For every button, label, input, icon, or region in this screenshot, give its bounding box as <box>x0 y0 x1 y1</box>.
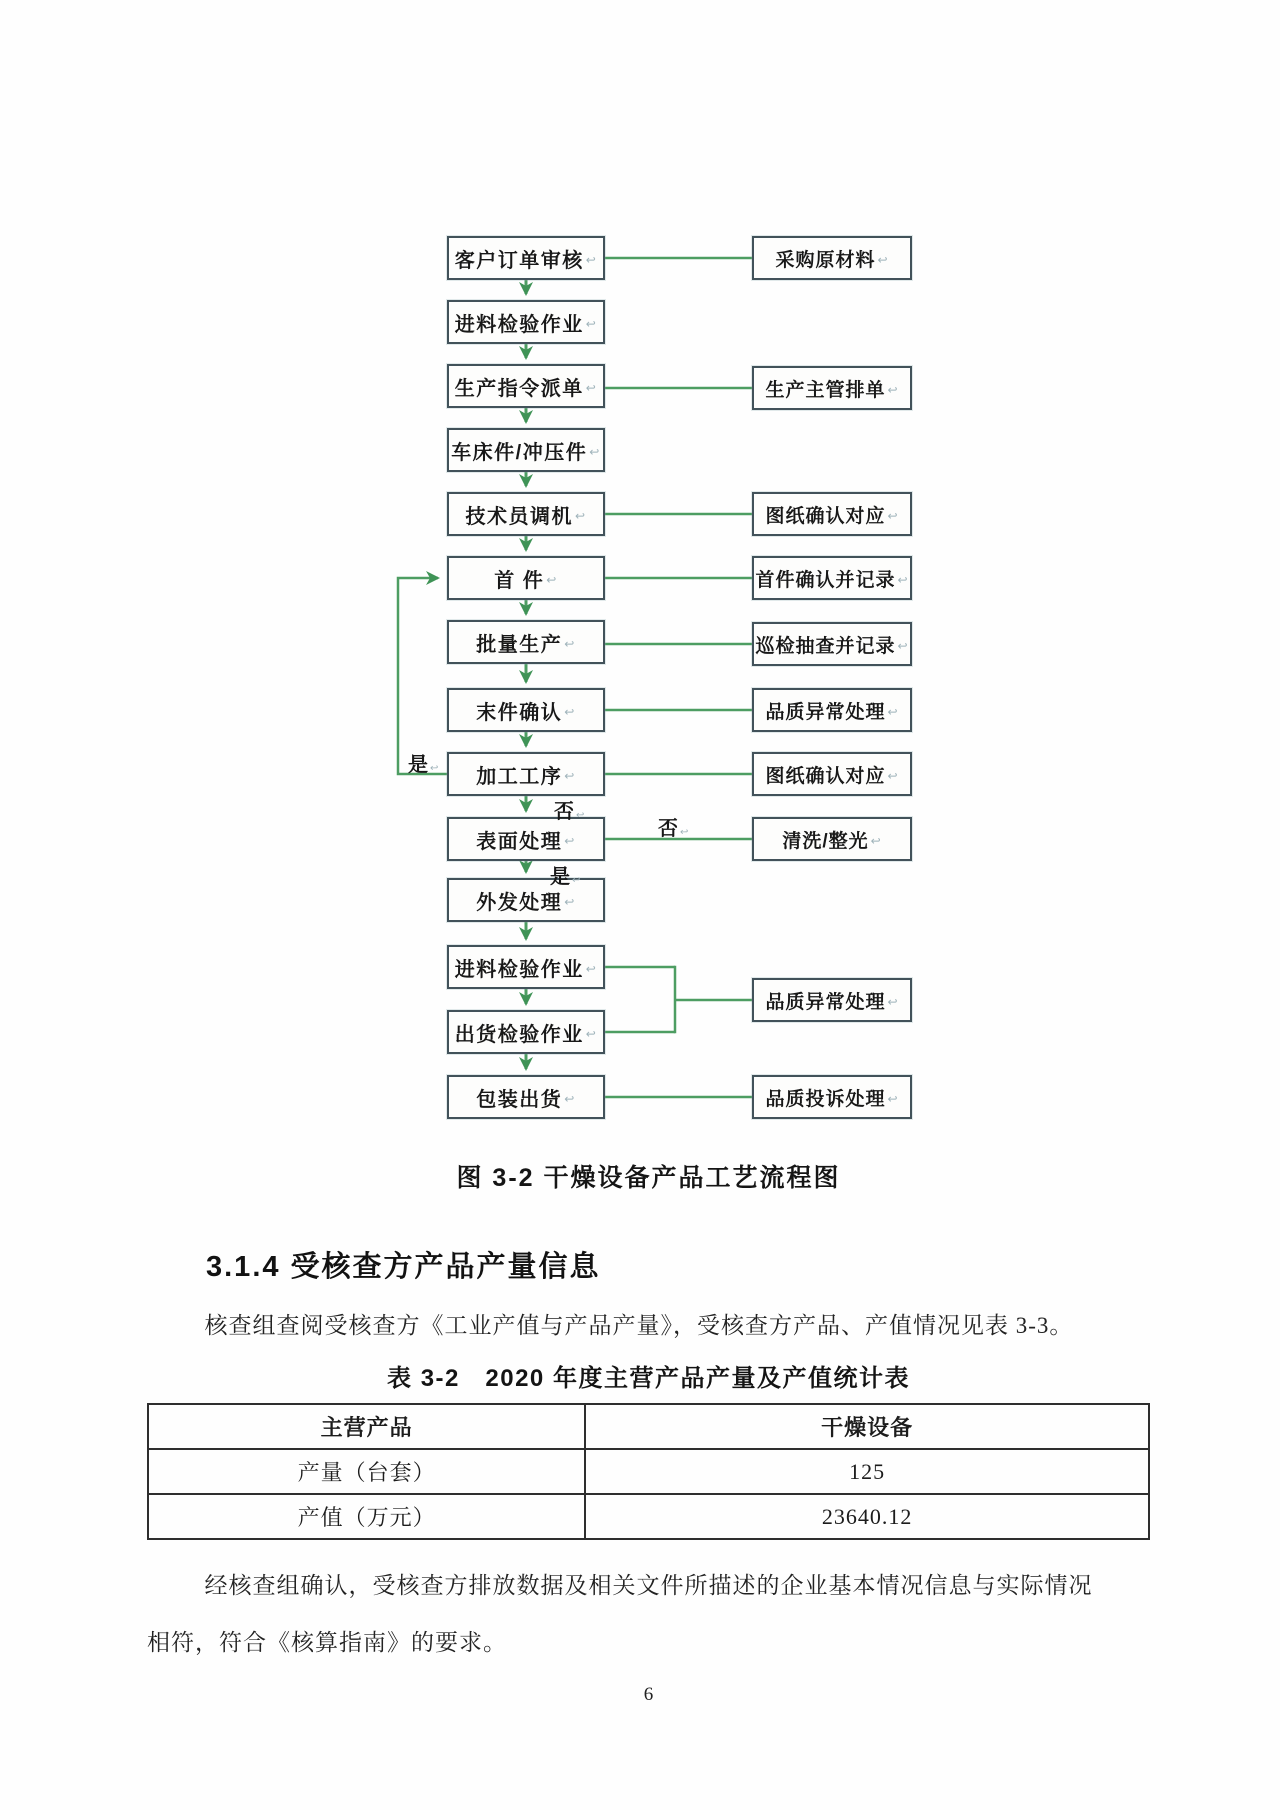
table-row <box>148 1494 1149 1539</box>
flow-node-label: 客户订单审核 <box>454 249 584 272</box>
flow-node-customer-order-review <box>447 236 605 280</box>
decision-text: 是 <box>408 754 428 776</box>
flow-node-first-article <box>447 556 605 600</box>
table-header-main-product: 主营产品 <box>148 1404 585 1449</box>
paragraph-mark-icon: ↩ <box>887 705 899 719</box>
flow-node-label: 采购原材料 <box>775 249 876 271</box>
paragraph-mark-icon: ↩ <box>680 827 689 838</box>
flow-node-cleaning-polishing <box>752 817 912 861</box>
paragraph-mark-icon: ↩ <box>589 445 601 459</box>
flow-node-label: 外发处理 <box>476 891 563 914</box>
decision-text: 否 <box>658 818 678 840</box>
flow-node-label: 品质异常处理 <box>765 991 886 1013</box>
section-heading: 3.1.4 受核查方产品产量信息 <box>206 1251 601 1283</box>
paragraph-1: 核查组查阅受核查方《工业产值与产品产量》，受核查方产品、产值情况见表 3-3。 <box>204 1313 1074 1338</box>
flow-node-technician-setup <box>447 492 605 536</box>
flow-node-label: 清洗/整光 <box>782 830 869 852</box>
process-no-label <box>554 795 584 824</box>
paragraph-mark-icon: ↩ <box>877 253 889 267</box>
table-header-drying-equipment: 干燥设备 <box>585 1404 1149 1449</box>
flow-node-label: 进料检验作业 <box>454 313 584 336</box>
flow-node-label: 品质异常处理 <box>765 701 886 723</box>
flow-node-label: 末件确认 <box>476 701 563 724</box>
paragraph-mark-icon: ↩ <box>887 769 899 783</box>
flow-node-outsourcing-process <box>447 878 605 922</box>
flow-node-label: 巡检抽查并记录 <box>755 635 896 657</box>
table-cell-output-label: 产量（台套） <box>148 1449 585 1494</box>
flow-node-label: 图纸确认对应 <box>765 505 886 527</box>
paragraph-mark-icon: ↩ <box>887 509 899 523</box>
paragraph-mark-icon: ↩ <box>585 1027 598 1041</box>
surface-no-label <box>658 812 688 841</box>
table-cell-output-value: 125 <box>585 1449 1149 1494</box>
flow-node-first-article-record <box>752 556 912 600</box>
flow-node-incoming-inspection-2 <box>447 945 605 989</box>
table-cell-value-label: 产值（万元） <box>148 1494 585 1539</box>
flow-node-label: 加工工序 <box>476 765 563 788</box>
flow-node-supervisor-scheduling <box>752 366 912 410</box>
paragraph-mark-icon: ↩ <box>887 1092 899 1106</box>
figure-caption: 图 3-2 干燥设备产品工艺流程图 <box>456 1164 841 1192</box>
page-number: 6 <box>643 1684 654 1705</box>
decision-text: 是 <box>550 866 570 888</box>
flow-node-label: 进料检验作业 <box>454 958 584 981</box>
paragraph-mark-icon: ↩ <box>585 253 598 267</box>
paragraph-mark-icon: ↩ <box>564 834 576 848</box>
flow-node-label: 包装出货 <box>476 1088 563 1111</box>
flow-node-production-order-dispatch <box>447 364 605 408</box>
paragraph-mark-icon: ↩ <box>576 810 585 821</box>
flow-node-outgoing-inspection <box>447 1010 605 1054</box>
paragraph-mark-icon: ↩ <box>564 769 576 783</box>
paragraph-mark-icon: ↩ <box>870 834 882 848</box>
surface-yes-label <box>550 860 580 889</box>
paragraph-mark-icon: ↩ <box>546 573 558 587</box>
flow-node-label: 批量生产 <box>476 633 563 656</box>
flow-node-label: 生产主管排单 <box>765 379 886 401</box>
flow-node-last-article-confirm <box>447 688 605 732</box>
flow-node-purchase-raw-material <box>752 236 912 280</box>
table-caption: 表 3-2 2020 年度主营产品产量及产值统计表 <box>387 1365 910 1392</box>
flow-node-label: 出货检验作业 <box>454 1023 584 1046</box>
flow-node-quality-abnormality-handling <box>752 688 912 732</box>
flow-node-label: 车床件/冲压件 <box>451 441 588 464</box>
flow-node-machining-process <box>447 752 605 796</box>
flow-node-packing-shipment <box>447 1075 605 1119</box>
paragraph-2-line-1: 经核查组确认，受核查方排放数据及相关文件所描述的企业基本情况信息与实际情况 <box>204 1573 1093 1598</box>
paragraph-mark-icon: ↩ <box>572 875 581 886</box>
paragraph-mark-icon: ↩ <box>564 1092 576 1106</box>
paragraph-mark-icon: ↩ <box>585 317 598 331</box>
paragraph-mark-icon: ↩ <box>574 509 587 523</box>
flow-node-label: 首 件 <box>494 569 545 592</box>
table-header-row <box>148 1404 1149 1449</box>
table-row <box>148 1449 1149 1494</box>
flow-node-batch-production <box>447 620 605 664</box>
flow-node-label: 表面处理 <box>476 830 563 853</box>
paragraph-mark-icon: ↩ <box>585 962 598 976</box>
paragraph-mark-icon: ↩ <box>897 573 909 587</box>
paragraph-mark-icon: ↩ <box>585 381 598 395</box>
paragraph-mark-icon: ↩ <box>887 383 899 397</box>
products-table <box>147 1403 1150 1540</box>
flow-node-label: 生产指令派单 <box>454 377 584 400</box>
flow-node-label: 技术员调机 <box>465 505 573 528</box>
paragraph-2-line-2: 相符，符合《核算指南》的要求。 <box>147 1630 507 1655</box>
flow-node-lathe-stamping-parts <box>447 428 605 472</box>
flow-node-drawing-confirmation <box>752 492 912 536</box>
paragraph-mark-icon: ↩ <box>897 639 909 653</box>
loop-yes-label <box>408 748 438 777</box>
flow-node-drawing-confirmation-2 <box>752 752 912 796</box>
flow-node-label: 品质投诉处理 <box>765 1088 886 1110</box>
paragraph-mark-icon: ↩ <box>887 995 899 1009</box>
flow-node-label: 图纸确认对应 <box>765 765 886 787</box>
flow-node-incoming-inspection <box>447 300 605 344</box>
flow-node-quality-abnormality-handling-2 <box>752 978 912 1022</box>
table-cell-value-value: 23640.12 <box>585 1494 1149 1539</box>
flow-node-patrol-inspection-record <box>752 622 912 666</box>
paragraph-mark-icon: ↩ <box>564 705 576 719</box>
paragraph-mark-icon: ↩ <box>430 763 439 774</box>
flow-node-label: 首件确认并记录 <box>755 569 896 591</box>
paragraph-mark-icon: ↩ <box>564 637 576 651</box>
paragraph-mark-icon: ↩ <box>564 895 576 909</box>
decision-text: 否 <box>554 801 574 823</box>
flow-node-quality-complaint-handling <box>752 1075 912 1119</box>
